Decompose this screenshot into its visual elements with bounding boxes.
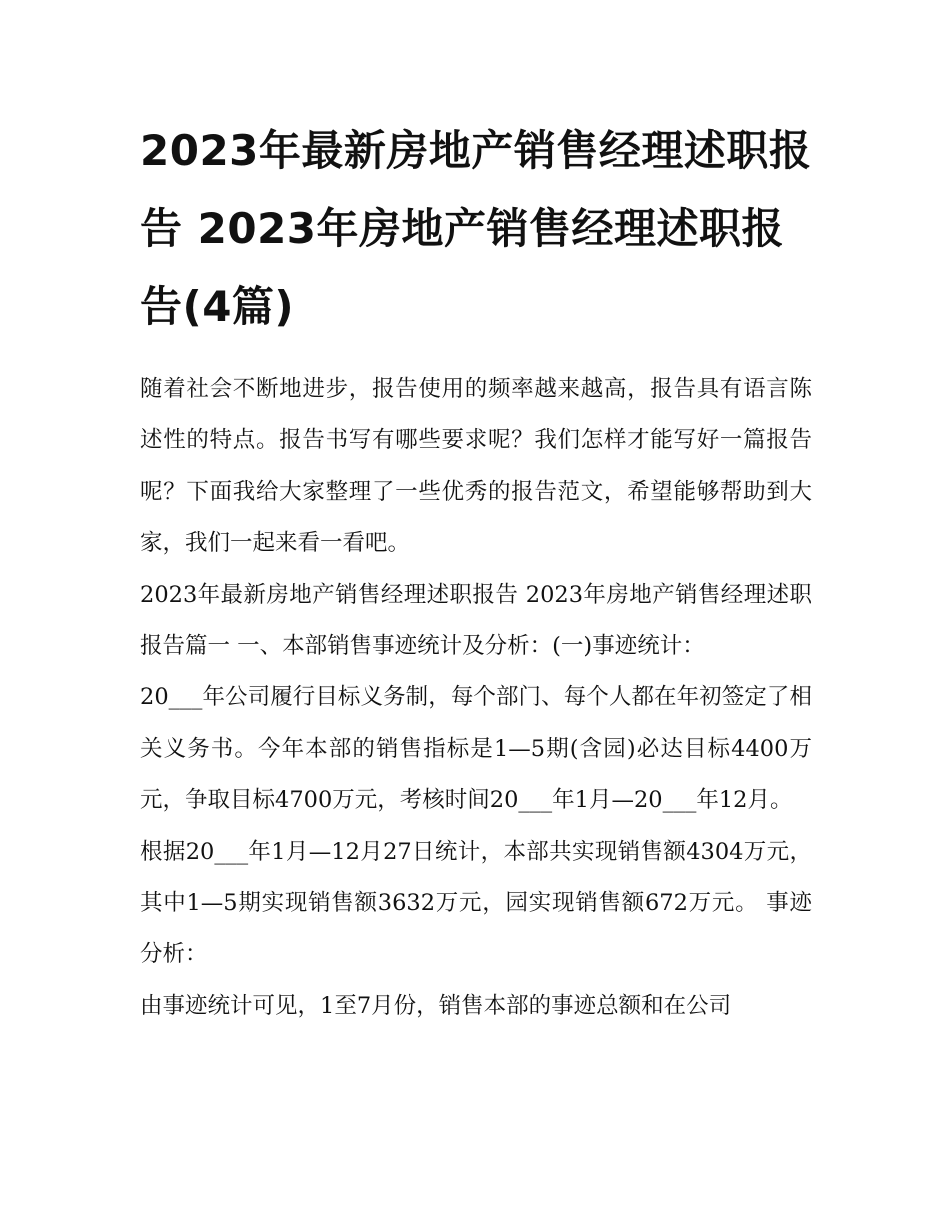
paragraph-statistics: 根据20___年1月—12月27日统计，本部共实现销售额4304万元，其中1—5期实现销售额3632万元，园实现销售额672万元。 事迹分析：	[140, 838, 812, 968]
paragraph-intro: 随着社会不断地进步，报告使用的频率越来越高，报告具有语言陈述性的特点。报告书写有哪些要求呢？我们怎样才能写好一篇报告呢？下面我给大家整理了一些优秀的报告范文，希望能够帮助到大家，我们一起来看一看吧。	[140, 376, 812, 557]
paragraph-section-heading: 2023年最新房地产销售经理述职报告 2023年房地产销售经理述职报告篇一 一、本部销售事迹统计及分析：(一)事迹统计：	[140, 581, 812, 660]
document-page	[140, 112, 812, 1032]
paragraph-targets: 20___年公司履行目标义务制，每个部门、每个人都在年初签定了相关义务书。今年本部的销售指标是1—5期(含园)必达目标4400万元，争取目标4700万元，考核时间20___年1月—20___年12月。	[140, 684, 812, 814]
document-title: 2023年最新房地产销售经理述职报告 2023年房地产销售经理述职报告(4篇)	[140, 126, 812, 331]
paragraph-analysis: 由事迹统计可见，1至7月份，销售本部的事迹总额和在公司	[140, 992, 732, 1019]
document-body	[140, 364, 812, 1032]
